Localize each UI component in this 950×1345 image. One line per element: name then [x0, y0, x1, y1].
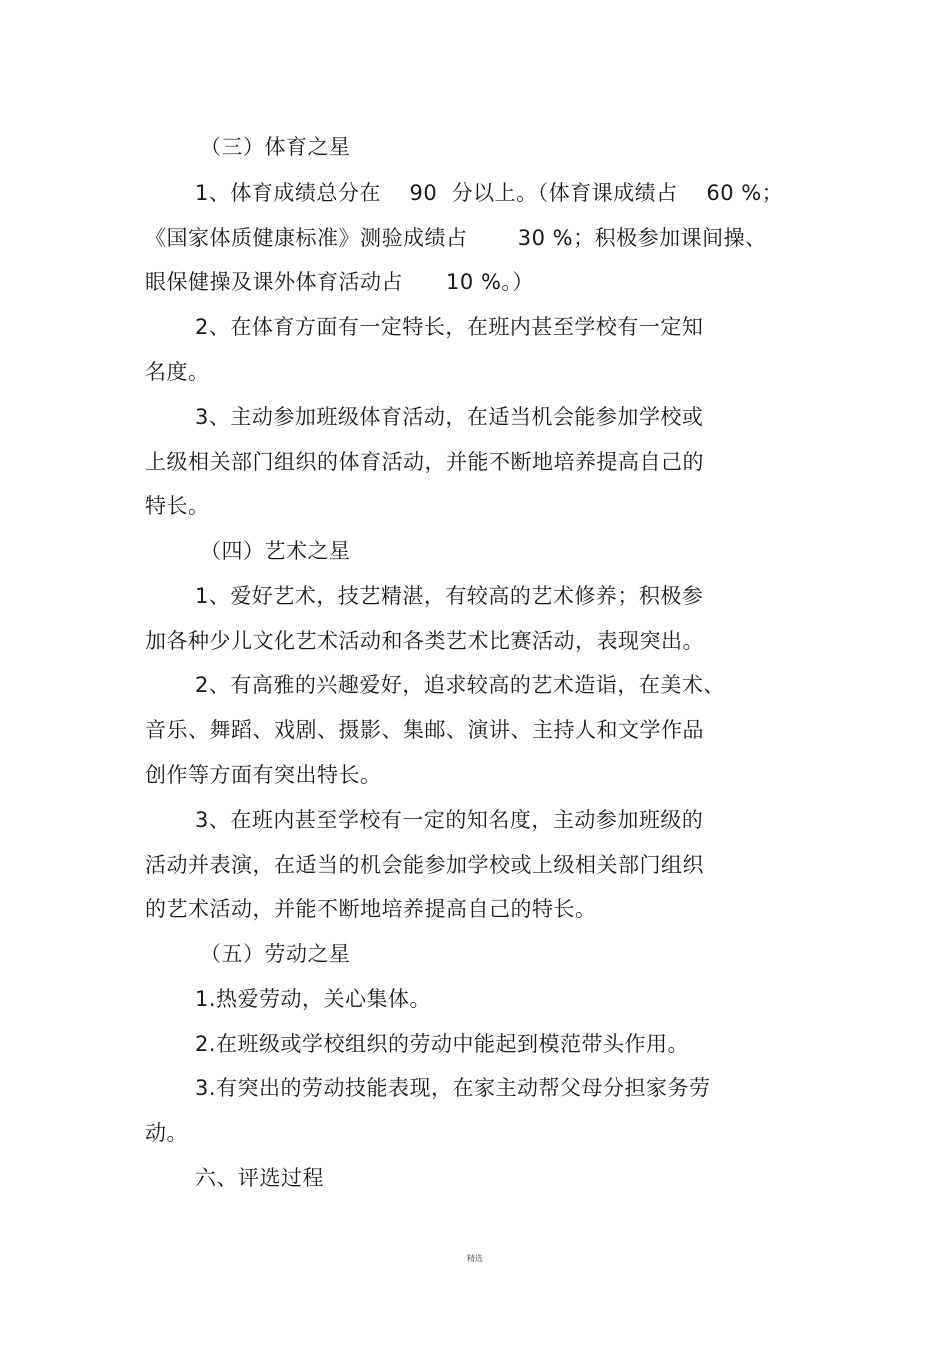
paragraph-line: 动。: [145, 1121, 188, 1145]
paragraph-line: 2、有高雅的兴趣爱好，追求较高的艺术造诣，在美术、: [195, 673, 725, 697]
paragraph-line: 1、爱好艺术，技艺精湛，有较高的艺术修养；积极参: [195, 584, 704, 608]
paragraph-line: 《国家体质健康标准》测验成绩占 30 %；积极参加课间操、: [145, 226, 767, 250]
paragraph-line: 音乐、舞蹈、戏剧、摄影、集邮、演讲、主持人和文学作品: [145, 718, 704, 742]
section-heading-labor: （五）劳动之星: [200, 942, 351, 966]
paragraph-line: 上级相关部门组织的体育活动，并能不断地培养提高自己的: [145, 450, 704, 474]
page-footer: 精选: [467, 1254, 483, 1263]
paragraph-line: 创作等方面有突出特长。: [145, 763, 382, 787]
section-heading-sports: （三）体育之星: [200, 135, 351, 159]
paragraph-line: 3、主动参加班级体育活动，在适当机会能参加学校或: [195, 405, 704, 429]
paragraph-line: 2.在班级或学校组织的劳动中能起到模范带头作用。: [195, 1032, 690, 1056]
paragraph-line: 的艺术活动，并能不断地培养提高自己的特长。: [145, 897, 597, 921]
section-heading-selection-process: 六、评选过程: [195, 1166, 324, 1190]
paragraph-line: 活动并表演，在适当的机会能参加学校或上级相关部门组织: [145, 853, 704, 877]
section-heading-art: （四）艺术之星: [200, 539, 351, 563]
paragraph-line: 3.有突出的劳动技能表现，在家主动帮父母分担家务劳: [195, 1076, 711, 1100]
paragraph-line: 特长。: [145, 494, 210, 518]
paragraph-line: 眼保健操及课外体育活动占 10 %。）: [145, 270, 534, 294]
paragraph-line: 名度。: [145, 360, 210, 384]
paragraph-line: 3、在班内甚至学校有一定的知名度，主动参加班级的: [195, 808, 704, 832]
paragraph-line: 加各种少儿文化艺术活动和各类艺术比赛活动，表现突出。: [145, 629, 704, 653]
paragraph-line: 2、在体育方面有一定特长，在班内甚至学校有一定知: [195, 315, 704, 339]
paragraph-line: 1.热爱劳动，关心集体。: [195, 987, 432, 1011]
paragraph-line: 1、体育成绩总分在 90 分以上。（体育课成绩占 60 %；: [195, 181, 784, 205]
